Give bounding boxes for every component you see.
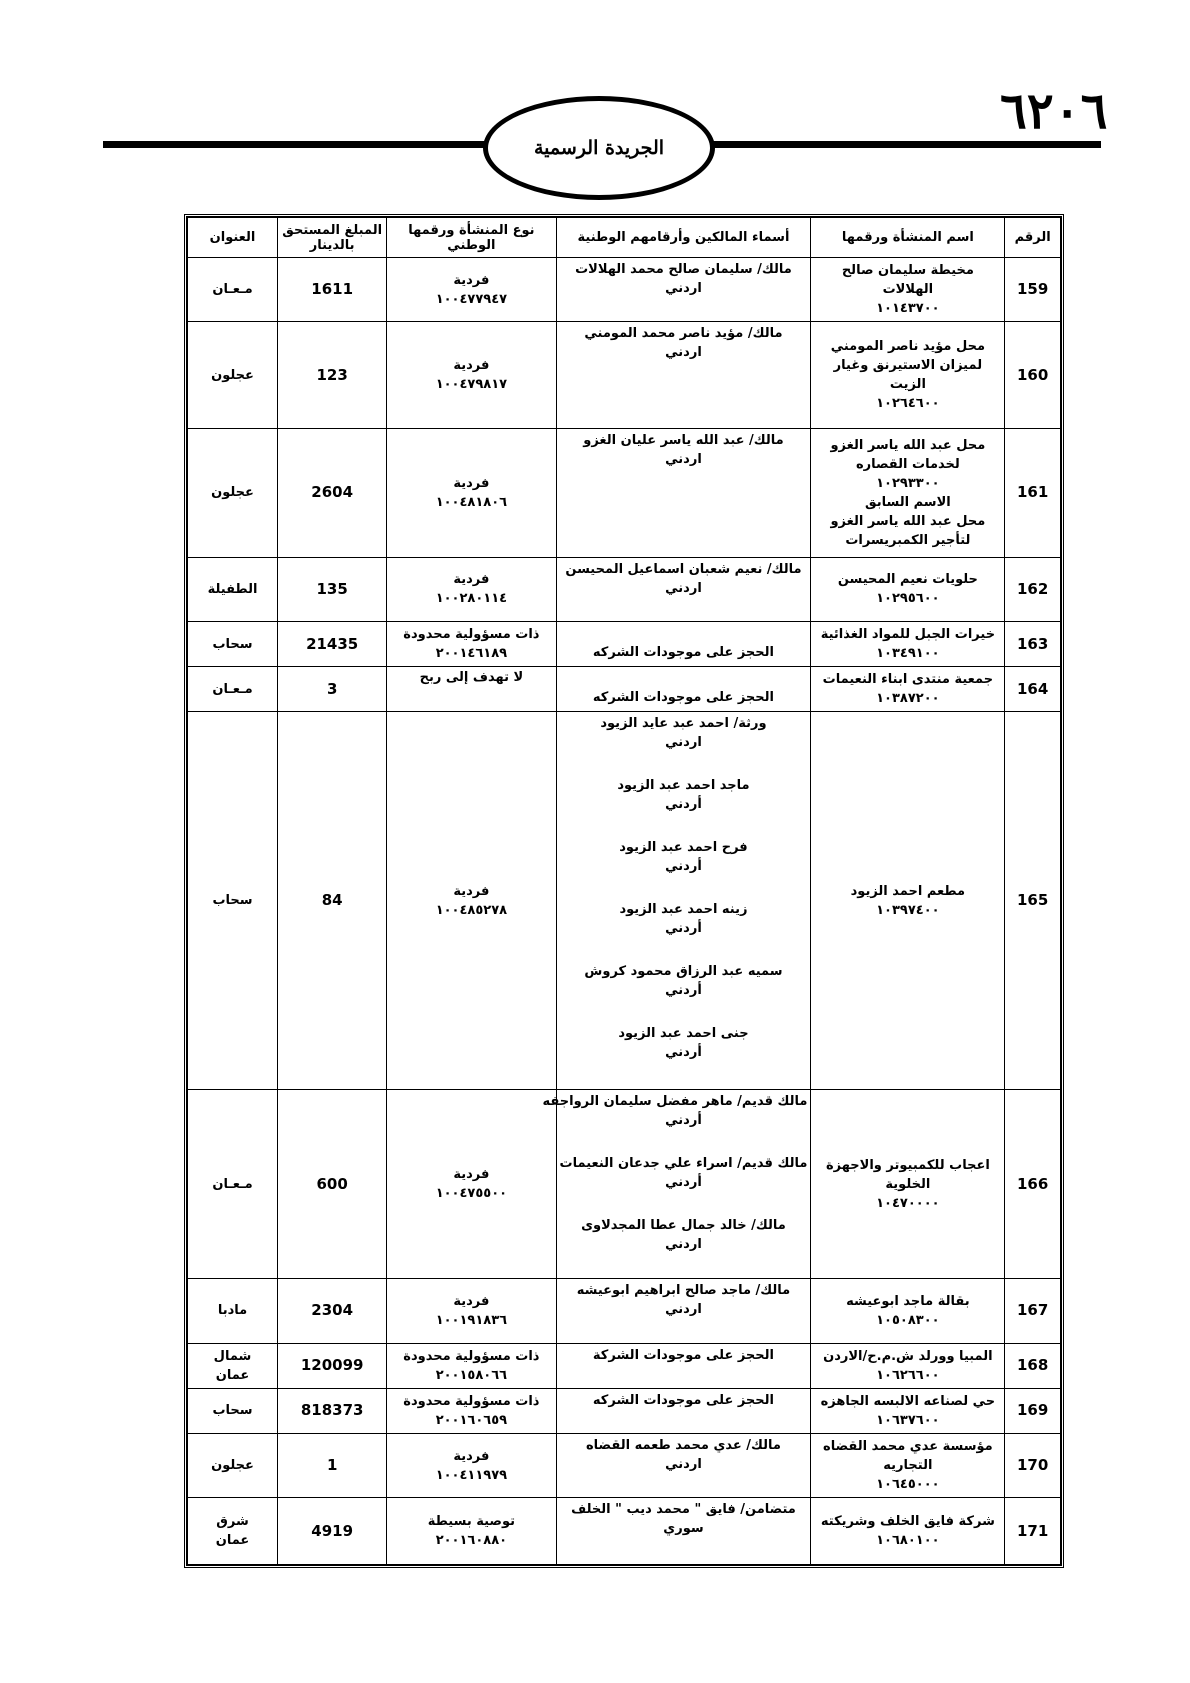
row-number-cell: [1005, 712, 1061, 1090]
establishment-cell: [811, 1498, 1005, 1565]
amount-value: 2604: [311, 483, 354, 502]
address-cell: [188, 428, 278, 557]
amount-cell: [278, 712, 387, 1090]
amount-cell: [278, 322, 387, 428]
establishment-line: اعجاب للكمبيوتر والاجهزة: [825, 1157, 990, 1173]
owner-line: متضامن/ فايق " محمد ديب " الخلف: [571, 1502, 796, 1518]
row-number-cell: [1005, 1388, 1061, 1433]
type-cell: [387, 1279, 556, 1343]
owner-line: أردني: [665, 983, 702, 999]
establishment-line: ١٠٢٦٤٦٠٠: [876, 396, 940, 412]
amount-cell: [278, 667, 387, 712]
row-number-cell: [1005, 428, 1061, 557]
table-row: [188, 1090, 1061, 1279]
establishment-line: ١٠٥٠٨٣٠٠: [876, 1312, 940, 1328]
establishment-line: ١٠٢٩٣٣٠٠: [876, 475, 940, 491]
establishment-cell: [811, 258, 1005, 322]
header-establishment: اسم المنشأة ورقمها: [811, 218, 1005, 258]
establishment-line: بقالة ماجد ابوعيشه: [846, 1293, 970, 1309]
owner-line: مالك/ عبد الله ياسر عليان الغزو: [583, 432, 784, 448]
establishment-line: ١٠١٤٣٧٠٠: [876, 301, 940, 317]
spacer: [560, 814, 808, 838]
owners-cell: [556, 1433, 811, 1497]
type-line: ذات مسؤولية محدودة: [403, 1393, 540, 1409]
table-row: [188, 1498, 1061, 1565]
type-line: فردية: [453, 572, 490, 588]
establishment-line: جمعية منتدى ابناء النعيمات: [822, 672, 994, 688]
row-number: 167: [1017, 1301, 1049, 1320]
type-line: ١٠٠٢٨٠١١٤: [435, 591, 508, 607]
amount-value: 84: [321, 891, 343, 910]
establishment-line: ١٠٢٩٥٦٠٠: [876, 591, 940, 607]
type-cell: [387, 1343, 556, 1388]
table-row: [188, 667, 1061, 712]
table-row: [188, 1388, 1061, 1433]
amount-cell: [278, 428, 387, 557]
amount-value: 3: [326, 679, 338, 698]
gazette-title-oval: [483, 96, 715, 200]
establishment-cell: [811, 322, 1005, 428]
establishments-table-frame: [184, 214, 1064, 1568]
type-line: ذات مسؤولية محدودة: [403, 1348, 540, 1364]
row-number: 162: [1017, 579, 1049, 598]
establishment-line: ١٠٦٨٠١٠٠: [876, 1533, 940, 1549]
row-number-cell: [1005, 1433, 1061, 1497]
address-cell: [188, 1090, 278, 1279]
amount-value: 4919: [311, 1521, 354, 1540]
type-line: فردية: [453, 1293, 490, 1309]
establishment-line: ١٠٣٩٧٤٠٠: [876, 902, 940, 918]
amount-cell: [278, 1433, 387, 1497]
header-type: [387, 218, 556, 258]
header-address: العنوان: [188, 218, 278, 258]
table-row: [188, 322, 1061, 428]
table-header-row: [188, 218, 1061, 258]
establishment-line: التجاريه: [883, 1458, 933, 1474]
establishment-line: ١٠٤٧٠٠٠٠: [876, 1195, 940, 1211]
header-amount: [278, 218, 387, 258]
owner-line: جنى احمد عبد الزيود: [618, 1026, 749, 1042]
owner-line: مالك/ نعيم شعبان اسماعيل المحيسن: [565, 561, 802, 577]
owners-cell: [556, 322, 811, 428]
owners-cell: [556, 667, 811, 712]
address-line: مـعـان: [212, 1176, 253, 1192]
address-line: سحاب: [212, 636, 253, 652]
type-line: فردية: [453, 1167, 490, 1183]
amount-value: 818373: [300, 1401, 364, 1420]
row-number: 168: [1017, 1356, 1049, 1375]
owners-cell: [556, 1279, 811, 1343]
address-line: مادبا: [217, 1303, 248, 1319]
owner-line: اردني: [665, 281, 702, 296]
type-cell: [387, 557, 556, 621]
spacer: [560, 1000, 808, 1024]
spacer: [560, 1130, 808, 1154]
establishment-cell: [811, 1343, 1005, 1388]
type-cell: [387, 1090, 556, 1279]
establishment-line: شركة فايق الخلف وشريكته: [820, 1514, 995, 1530]
address-line: الطفيلة: [207, 581, 258, 597]
owners-cell: [556, 1498, 811, 1565]
owner-line: أردني: [665, 1175, 702, 1191]
establishment-line: لتأجير الكمبريسرات: [845, 532, 971, 548]
gazette-title: الجريدة الرسمية: [533, 137, 665, 159]
owner-line: مالك/ مؤيد ناصر محمد المومني: [584, 326, 783, 342]
type-cell: [387, 258, 556, 322]
address-cell: [188, 322, 278, 428]
address-cell: [188, 258, 278, 322]
table-row: [188, 258, 1061, 322]
establishment-line: محل عبد الله ياسر الغزو: [830, 437, 986, 453]
owner-line: اردني: [665, 451, 702, 467]
spacer: [560, 876, 808, 900]
address-cell: [188, 1388, 278, 1433]
type-line: ٢٠٠١٦٠٨٨٠: [435, 1533, 508, 1549]
row-number: 164: [1017, 679, 1049, 698]
row-number: 161: [1017, 483, 1049, 502]
type-cell: [387, 1433, 556, 1497]
row-number-cell: [1005, 557, 1061, 621]
address-line: عجلون: [211, 485, 254, 501]
type-line: ١٠٠١٩١٨٣٦: [435, 1312, 508, 1328]
type-cell: [387, 712, 556, 1090]
type-line: لا تهدف إلى ربح: [419, 670, 524, 686]
owners-note: الحجز على موجودات الشركه: [592, 645, 775, 661]
type-cell: [387, 622, 556, 667]
owners-cell: [556, 258, 811, 322]
owner-line: ورثة/ احمد عبد عايد الزيود: [600, 716, 767, 732]
address-cell: [188, 622, 278, 667]
header-amount-line: بالدينار: [309, 237, 355, 253]
establishment-cell: [811, 428, 1005, 557]
header-type-line: نوع المنشأة ورقمها: [408, 222, 535, 238]
establishment-line: ١٠٦٢٦٦٠٠: [876, 1367, 940, 1383]
establishment-line: الزيت: [889, 377, 926, 393]
type-line: ١٠٠٤٧٥٥٠٠: [435, 1186, 508, 1202]
owner-line: سميه عبد الرزاق محمود كروش: [584, 964, 783, 980]
address-line: سحاب: [212, 893, 253, 909]
establishment-cell: [811, 622, 1005, 667]
amount-value: 120099: [300, 1356, 364, 1375]
amount-cell: [278, 622, 387, 667]
owner-line: أردني: [665, 1113, 702, 1129]
establishment-line: حلويات نعيم المحيسن: [837, 572, 978, 588]
owners-cell: [556, 622, 811, 667]
owner-line: سوري: [663, 1521, 704, 1537]
table-row: [188, 1433, 1061, 1497]
address-cell: [188, 1498, 278, 1565]
type-line: فردية: [453, 358, 490, 374]
owners-cell: [556, 557, 811, 621]
owners-note: الحجز على موجودات الشركه: [592, 690, 775, 706]
amount-cell: [278, 1090, 387, 1279]
owner-line: اردني: [665, 580, 702, 596]
owners-cell: [556, 712, 811, 1090]
establishment-line: الهلالات: [882, 282, 934, 298]
table-body: [188, 258, 1061, 1565]
row-number-cell: [1005, 322, 1061, 428]
owner-line: اردني: [665, 1456, 702, 1472]
owner-line: مالك قديم/ اسراء علي جدعان النعيمات: [559, 1156, 808, 1172]
address-line: عجلون: [211, 1458, 254, 1474]
spacer: [560, 752, 808, 776]
establishment-cell: [811, 1279, 1005, 1343]
spacer: [560, 1192, 808, 1216]
establishment-line: محل عبد الله ياسر الغزو: [830, 513, 986, 529]
establishments-table: [187, 217, 1061, 1565]
amount-cell: [278, 1498, 387, 1565]
type-line: فردية: [453, 272, 490, 288]
type-cell: [387, 1498, 556, 1565]
row-number: 171: [1017, 1521, 1049, 1540]
type-line: ذات مسؤولية محدودة: [403, 627, 540, 643]
type-line: توصية بسيطة: [427, 1514, 516, 1530]
row-number-cell: [1005, 1498, 1061, 1565]
row-number: 169: [1017, 1401, 1049, 1420]
establishment-line: لخدمات القصاره: [855, 456, 960, 472]
address-cell: [188, 557, 278, 621]
spacer: [560, 938, 808, 962]
establishment-line: ١٠٦٣٧٦٠٠: [876, 1412, 940, 1428]
owner-line: مالك/ ماجد صالح ابراهيم ابوعيشه: [576, 1283, 791, 1299]
table-row: [188, 1343, 1061, 1388]
address-line: شمال: [213, 1348, 252, 1364]
address-line: مـعـان: [212, 681, 253, 697]
establishment-cell: [811, 712, 1005, 1090]
amount-cell: [278, 1388, 387, 1433]
address-line: عجلون: [211, 367, 254, 383]
type-line: فردية: [453, 883, 490, 899]
owner-line: اردني: [665, 1237, 702, 1253]
type-line: فردية: [453, 1448, 490, 1464]
address-line: عمان: [215, 1367, 250, 1383]
establishment-line: مطعم احمد الزيود: [850, 883, 966, 899]
establishment-line: لميزان الاستيرنق وغيار: [833, 358, 983, 374]
owner-line: اردني: [665, 1302, 702, 1318]
header-type-line: الوطني: [447, 237, 496, 253]
table-row: [188, 428, 1061, 557]
amount-cell: [278, 1279, 387, 1343]
row-number: 163: [1017, 634, 1049, 653]
owners-cell: [556, 1343, 811, 1388]
owner-line: أردني: [665, 921, 702, 937]
header-amount-line: المبلغ المستحق: [282, 222, 383, 238]
page-number: ٦٢٠٦: [1000, 81, 1108, 140]
type-cell: [387, 322, 556, 428]
establishment-line: الخلوية: [885, 1176, 931, 1192]
establishment-line: حي لصناعه الالبسه الجاهزه: [820, 1393, 996, 1409]
establishment-line: ١٠٣٨٧٢٠٠: [876, 691, 940, 707]
owners-cell: [556, 428, 811, 557]
address-cell: [188, 1279, 278, 1343]
owner-line: اردني: [665, 735, 702, 751]
address-cell: [188, 1433, 278, 1497]
type-line: ٢٠٠١٦٠٦٥٩: [435, 1412, 508, 1428]
amount-cell: [278, 1343, 387, 1388]
establishment-cell: [811, 1388, 1005, 1433]
establishment-line: مخيطة سليمان صالح: [841, 263, 974, 279]
type-cell: [387, 428, 556, 557]
establishment-cell: [811, 1090, 1005, 1279]
establishment-cell: [811, 1433, 1005, 1497]
table-row: [188, 557, 1061, 621]
establishment-cell: [811, 667, 1005, 712]
owner-line: مالك/ عدي محمد طعمه القضاه: [585, 1437, 781, 1453]
amount-value: 1611: [311, 280, 354, 299]
owner-line: أردني: [665, 859, 702, 875]
amount-value: 600: [316, 1174, 348, 1193]
type-line: ١٠٠٤٧٧٩٤٧: [435, 291, 508, 307]
establishment-cell: [811, 557, 1005, 621]
owner-line: الحجز على موجودات الشركه: [592, 1392, 775, 1408]
address-line: شرق: [216, 1514, 249, 1530]
type-cell: [387, 667, 556, 712]
address-cell: [188, 667, 278, 712]
type-line: ١٠٠٤٨٥٢٧٨: [435, 902, 508, 918]
owner-line: مالك/ سليمان صالح محمد الهلالات: [575, 262, 792, 277]
row-number: 170: [1017, 1456, 1049, 1475]
address-cell: [188, 1343, 278, 1388]
header-num: الرقم: [1005, 218, 1061, 258]
table-row: [188, 622, 1061, 667]
table-row: [188, 1279, 1061, 1343]
row-number-cell: [1005, 1343, 1061, 1388]
row-number-cell: [1005, 667, 1061, 712]
owner-line: أردني: [665, 1045, 702, 1061]
owner-line: أردني: [665, 797, 702, 813]
type-line: فردية: [453, 475, 490, 491]
establishment-line: المبيا وورلد ش.م.ح/الاردن: [823, 1348, 993, 1364]
owner-line: ماجد احمد عبد الزيود: [617, 778, 750, 794]
table-row: [188, 712, 1061, 1090]
type-line: ١٠٠٤١١٩٧٩: [435, 1467, 508, 1483]
row-number: 160: [1017, 365, 1049, 384]
establishment-line: الاسم السابق: [865, 494, 951, 510]
amount-value: 123: [316, 365, 348, 384]
type-line: ٢٠٠١٥٨٠٦٦: [435, 1367, 508, 1383]
address-cell: [188, 712, 278, 1090]
amount-value: 135: [316, 579, 348, 598]
amount-value: 2304: [311, 1301, 354, 1320]
establishment-line: محل مؤيد ناصر المومني: [830, 339, 986, 355]
row-number-cell: [1005, 258, 1061, 322]
type-line: ١٠٠٤٨١٨٠٦: [435, 494, 508, 510]
owner-line: مالك/ خالد جمال عطا المجدلاوى: [581, 1218, 786, 1234]
establishment-line: ١٠٦٤٥٠٠٠: [876, 1477, 940, 1493]
owner-line: زينه احمد عبد الزيود: [619, 902, 748, 918]
owners-cell: [542, 1090, 811, 1279]
address-line: سحاب: [212, 1403, 253, 1419]
address-line: مـعـان: [212, 282, 253, 298]
type-line: ١٠٠٤٧٩٨١٧: [435, 377, 508, 393]
establishment-line: مؤسسة عدي محمد القضاه: [823, 1439, 993, 1455]
establishment-line: ١٠٣٤٩١٠٠: [876, 646, 940, 662]
type-line: ٢٠٠١٤٦١٨٩: [435, 646, 508, 662]
owner-line: اردني: [665, 345, 702, 361]
amount-value: 21435: [306, 634, 359, 653]
header-owners: أسماء المالكين وأرقامهم الوطنية: [556, 218, 811, 258]
owner-line: الحجز على موجودات الشركة: [592, 1347, 775, 1363]
type-cell: [387, 1388, 556, 1433]
owners-cell: [556, 1388, 811, 1433]
amount-cell: [278, 557, 387, 621]
row-number-cell: [1005, 1279, 1061, 1343]
establishment-line: خيرات الجبل للمواد الغذائية: [820, 627, 996, 643]
row-number: 166: [1017, 1174, 1049, 1193]
amount-value: 1: [326, 1456, 338, 1475]
owner-line: فرح احمد عبد الزيود: [619, 840, 748, 856]
row-number-cell: [1005, 622, 1061, 667]
row-number: 165: [1017, 891, 1049, 910]
row-number-cell: [1005, 1090, 1061, 1279]
amount-cell: [278, 258, 387, 322]
row-number: 159: [1017, 280, 1049, 299]
owner-line: مالك قديم/ ماهر مفضل سليمان الرواجفه: [542, 1094, 808, 1110]
address-line: عمان: [215, 1533, 250, 1549]
